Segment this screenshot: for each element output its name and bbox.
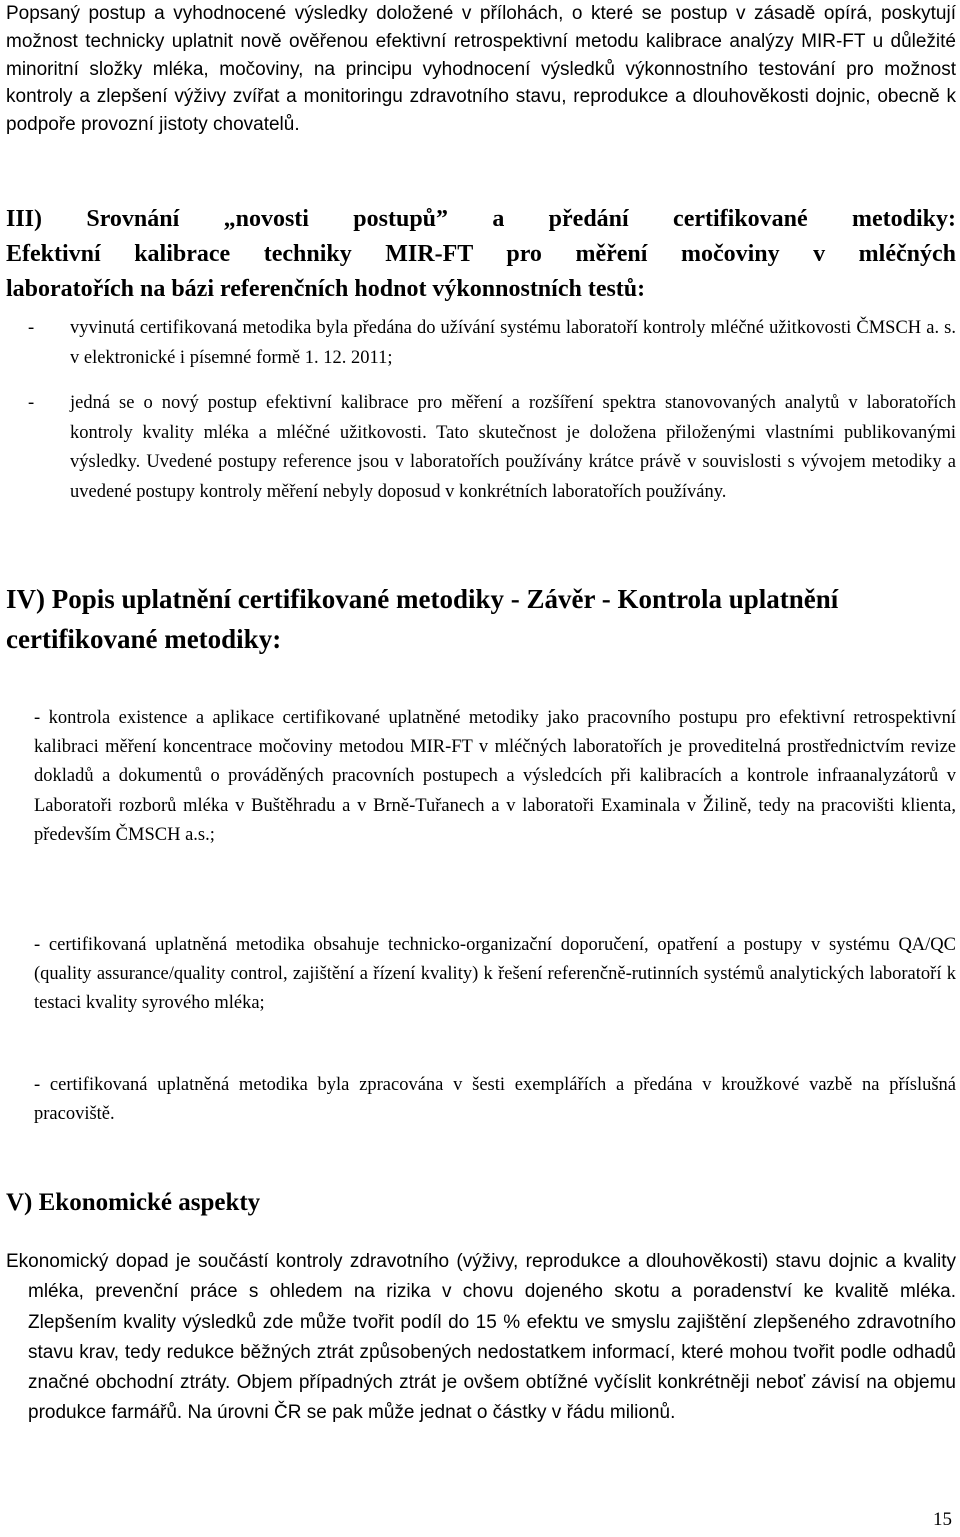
section-4-item: - kontrola existence a aplikace certifikované uplatněné metodiky jako pracovního postupu pro efektivní retrospektivní kalibraci měření koncentrace močoviny metodou MIR-FT v mléčných laboratořích je proveditelná prostřednictvím revize dokladů a dokumentů o prováděných pracovních postupech a výsledcích při kalibracích a kontrole infraanalyzátorů v Laboratoři rozborů mléka v Buštěhradu a v Brně-Tuřanech a v laboratoři Examinala v Žilině, tedy na pracovišti klienta, především ČMSCH a.s.; — [34, 708, 956, 845]
section-3-heading-line-3: laboratořích na bázi referenčních hodnot výkonnostních testů: — [6, 276, 646, 302]
section-3-heading-line-2: Efektivní kalibrace techniky MIR-FT pro měření močoviny v mléčných — [6, 241, 956, 267]
section-4-heading: IV) Popis uplatnění certifikované metodiky - Závěr - Kontrola uplatnění certifikované metodiky: — [6, 584, 839, 654]
list-item — [6, 389, 956, 507]
intro-paragraph: Popsaný postup a vyhodnocené výsledky doložené v přílohách, o které se postup v zásadě opírá, poskytují možnost technicky uplatnit nově ověřenou efektivní retrospektivní metodu kalibrace analýzy MIR-FT u důležité minoritní složky mléka, močoviny, na principu vyhodnocení výsledků výkonnostního testování pro možnost kontroly a zlepšení výživy zvířat a monitoringu zdravotního stavu, reprodukce a dlouhověkosti dojnic, obecně k podpoře provozní jistoty chovatelů. — [6, 3, 956, 136]
section-3-heading-line-1: III) Srovnání „novosti postupů” a předání certifikované metodiky: — [6, 206, 956, 232]
section-5-text: Ekonomický dopad je součástí kontroly zdravotního (výživy, reprodukce a dlouhověkosti) stavu dojnic a kvality mléka, prevenční práce s ohledem na rizika v chovu dojeného skotu a poradenství ke kvalitě mléka. Zlepšením kvality výsledků zde může tvořit podíl do 15 % efektu ve smyslu zajištění zlepšeného zdravotního stavu krav, tedy redukce běžných ztrát způsobených nedostatkem informací, které mohou tvořit podle odhadů značné obchodní ztráty. Objem případných ztrát je ovšem obtížné vyčíslit konkrétněji neboť závisí na objemu produkce farmářů. Na úrovni ČR se pak může jednat o částky v řádu milionů. — [6, 1251, 956, 1424]
list-dash: - — [28, 318, 35, 338]
section-4-item: - certifikovaná uplatněná metodika byla zpracována v šesti exemplářích a předána v kroužkové vazbě na příslušná pracoviště. — [34, 1075, 956, 1125]
section-3-list — [6, 314, 956, 507]
section-5-paragraph — [6, 1247, 956, 1429]
section-5-heading: V) Ekonomické aspekty — [6, 1189, 261, 1216]
section-4-item: - certifikovaná uplatněná metodika obsahuje technicko-organizační doporučení, opatření a postupy v systému QA/QC (quality assurance/quality control, zajištění a řízení kvality) k řešení referenčně-rutinních systémů analytických laboratoří k testaci kvality syrového mléka; — [34, 935, 956, 1014]
section-3-heading — [6, 202, 956, 307]
page-number: 15 — [933, 1509, 952, 1530]
list-item-text: vyvinutá certifikovaná metodika byla předána do užívání systému laboratoří kontroly mléčné užitkovosti ČMSCH a. s. v elektronické i písemné formě 1. 12. 2011; — [70, 318, 956, 368]
list-item-text: jedná se o nový postup efektivní kalibrace pro měření a rozšíření spektra stanovovaných analytů v laboratořích kontroly kvality mléka a mléčné užitkovosti. Tato skutečnost je doložena přiloženými vlastními publikovanými výsledky. Uvedené postupy reference jsou v laboratořích používány krátce právě v souvislosti s vývojem metodiky a uvedené postupy kontroly měření nebyly doposud v konkrétních laboratořích používány. — [70, 393, 956, 502]
list-item — [6, 314, 956, 373]
list-dash: - — [28, 393, 35, 413]
